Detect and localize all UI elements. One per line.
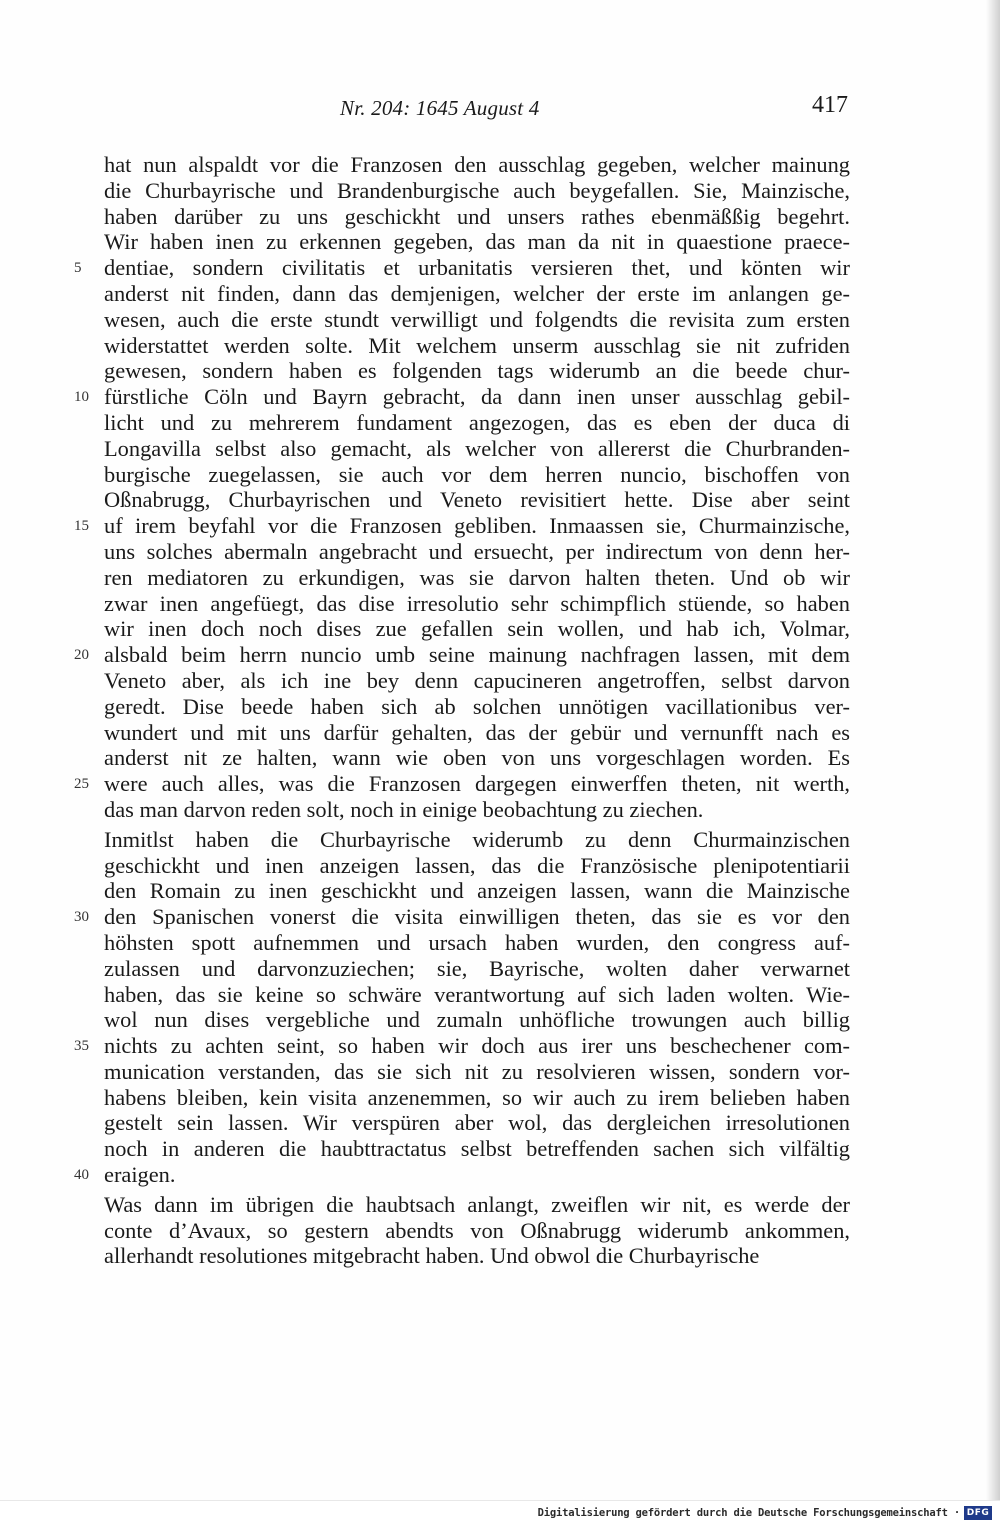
text-line	[104, 591, 850, 617]
line-text: den Romain zu inen geschickht und anzeigen lassen, wann die Mainzische	[104, 878, 850, 904]
line-text: noch in anderen die haubttractatus selbst betreffenden sachen sich vilfältig	[104, 1136, 850, 1162]
text-line	[104, 853, 850, 879]
text-line	[104, 281, 850, 307]
text-line	[104, 797, 850, 823]
dfg-logo: DFG	[964, 1506, 992, 1520]
line-text: haben darüber zu uns geschickht und unsers rathes ebenmäßßig begehrt.	[104, 203, 850, 229]
line-text: dentiae, sondern civilitatis et urbanitatis versieren thet, und könten wir	[104, 255, 850, 281]
text-line	[74, 904, 850, 930]
line-text: gestelt sein lassen. Wir verspüren aber wol, das dergleichen irresolutionen	[104, 1110, 850, 1136]
text-line	[104, 616, 850, 642]
line-text: wesen, auch die erste stundt verwilligt und folgendts die revisita zum ersten	[104, 306, 850, 332]
line-text: geschickht und inen anzeigen lassen, das die Französische plenipotentiarii	[104, 852, 850, 878]
text-line	[104, 1243, 850, 1269]
text-line	[104, 956, 850, 982]
paragraph	[104, 1192, 850, 1269]
text-line	[104, 745, 850, 771]
text-line	[104, 539, 850, 565]
text-line	[104, 307, 850, 333]
line-number: 10	[74, 389, 89, 406]
text-line	[104, 436, 850, 462]
line-text: höhsten spott aufnemmen und ursach haben wurden, den congress auf-	[104, 929, 850, 955]
line-number: 40	[74, 1167, 89, 1184]
text-line	[104, 178, 850, 204]
line-text: widerstattet werden solte. Mit welchem unserm ausschlag sie nit zufriden	[104, 332, 850, 358]
line-text: uns solches abermaln angebracht und ersuecht, per indirectum von denn her-	[104, 538, 850, 564]
running-head	[0, 92, 1000, 126]
line-text: haben, das sie keine so schwäre verantwortung auf sich laden wolten. Wie-	[104, 981, 850, 1007]
text-line	[104, 462, 850, 488]
text-line	[74, 1033, 850, 1059]
line-text: geredt. Dise beede haben sich ab solchen unnötigen vacillationibus ver-	[104, 693, 850, 719]
line-text: anderst nit finden, dann das demjenigen, welcher der erste im anlangen ge-	[104, 280, 850, 306]
text-line	[104, 982, 850, 1008]
line-text: anderst nit ze halten, wann wie oben von uns vorgeschlagen worden. Es	[104, 745, 850, 771]
text-line	[104, 1007, 850, 1033]
line-text: Wir haben inen zu erkennen gegeben, das man da nit in quaestione praece-	[104, 229, 850, 255]
line-text: zulassen und darvonzuziechen; sie, Bayrische, wolten daher verwarnet	[104, 955, 850, 981]
text-line	[104, 1136, 850, 1162]
line-text: wol nun dises vergebliche und zumaln unhöfliche trowungen auch billig	[104, 1007, 850, 1033]
text-line	[104, 152, 850, 178]
line-text: alsbald beim herrn nuncio umb seine mainung nachfragen lassen, mit dem	[104, 642, 850, 668]
line-text: habens bleiben, kein visita anzenemmen, so wir auch zu irem belieben haben	[104, 1084, 850, 1110]
text-line	[74, 513, 850, 539]
funding-note: Digitalisierung gefördert durch die Deutsche Forschungsgemeinschaft ·	[537, 1507, 960, 1519]
line-text: den Spanischen vonerst die visita einwilligen theten, das sie es vor den	[104, 904, 850, 930]
line-text: wundert und mit uns darfür gehalten, das der gebür und vernunfft nach es	[104, 719, 850, 745]
line-text: Inmitlst haben die Churbayrische widerumb zu denn Churmainzischen	[104, 826, 850, 852]
text-line	[104, 1218, 850, 1244]
line-text: burgische zuegelassen, sie auch vor dem herren nuncio, bischoffen von	[104, 461, 850, 487]
page-number: 417	[812, 92, 848, 118]
body-text	[74, 152, 850, 1269]
line-text: wir inen doch noch dises zue gefallen sein wollen, und hab ich, Volmar,	[104, 616, 850, 642]
line-text: licht und zu mehrerem fundament angezogen, das es eben der duca di	[104, 409, 850, 435]
text-line	[104, 565, 850, 591]
text-line	[104, 358, 850, 384]
line-text: were auch alles, was die Franzosen dargegen einwerffen theten, nit werth,	[104, 771, 850, 797]
text-line	[104, 694, 850, 720]
line-text: die Churbayrische und Brandenburgische auch beygefallen. Sie, Mainzische,	[104, 177, 850, 203]
line-text: allerhandt resolutiones mitgebracht haben. Und obwol die Churbayrische	[104, 1243, 760, 1269]
text-line	[104, 827, 850, 853]
line-text: nichts zu achten seint, so haben wir doch aus irer uns beschechener com-	[104, 1033, 850, 1059]
text-line	[104, 720, 850, 746]
text-line	[74, 1162, 850, 1188]
text-line	[74, 255, 850, 281]
line-text: munication verstanden, das sie sich nit zu resolvieren wissen, sondern vor-	[104, 1058, 850, 1084]
text-line	[104, 1059, 850, 1085]
text-line	[74, 642, 850, 668]
text-line	[104, 204, 850, 230]
line-text: conte d’Avaux, so gestern abendts von Oßnabrugg widerumb ankommen,	[104, 1217, 850, 1243]
line-text: Was dann im übrigen die haubtsach anlangt, zweiflen wir nit, es werde der	[104, 1191, 850, 1217]
text-line	[104, 1085, 850, 1111]
line-number: 15	[74, 518, 89, 535]
text-line	[104, 930, 850, 956]
line-text: gewesen, sondern haben es folgenden tags widerumb an die beede chur-	[104, 358, 850, 384]
line-number: 30	[74, 909, 89, 926]
line-text: ren mediatoren zu erkundigen, was sie darvon halten theten. Und ob wir	[104, 564, 850, 590]
line-text: hat nun alspaldt vor die Franzosen den ausschlag gegeben, welcher mainung	[104, 152, 850, 177]
text-line	[104, 668, 850, 694]
text-line	[74, 384, 850, 410]
text-line	[104, 487, 850, 513]
text-line	[74, 771, 850, 797]
line-text: fürstliche Cöln und Bayrn gebracht, da dann inen unser ausschlag gebil-	[104, 384, 850, 410]
line-text: zwar inen angefüegt, das dise irresolutio sehr schimpflich stüende, so haben	[104, 590, 850, 616]
text-line	[104, 878, 850, 904]
line-number: 35	[74, 1038, 89, 1055]
funding-footer	[0, 1500, 1000, 1526]
paragraph	[74, 826, 850, 1188]
paragraph	[74, 152, 850, 823]
line-text: Veneto aber, als ich ine bey denn capucineren angetroffen, selbst darvon	[104, 667, 850, 693]
text-line	[104, 410, 850, 436]
line-number: 20	[74, 647, 89, 664]
line-number: 5	[74, 260, 82, 277]
text-line	[104, 333, 850, 359]
line-text: Longavilla selbst also gemacht, als welcher von allererst die Churbranden-	[104, 435, 850, 461]
line-text: das man darvon reden solt, noch in einige beobachtung zu ziechen.	[104, 796, 704, 822]
text-line	[104, 229, 850, 255]
text-line	[104, 1192, 850, 1218]
line-text: Oßnabrugg, Churbayrischen und Veneto revisitiert hette. Dise aber seint	[104, 487, 850, 513]
line-text: uf irem beyfahl vor die Franzosen gebliben. Inmaassen sie, Churmainzische,	[104, 513, 850, 539]
text-line	[104, 1110, 850, 1136]
page-edge-shadow	[986, 0, 1000, 1500]
line-text: eraigen.	[104, 1162, 176, 1188]
line-number: 25	[74, 776, 89, 793]
running-title: Nr. 204: 1645 August 4	[340, 96, 540, 120]
